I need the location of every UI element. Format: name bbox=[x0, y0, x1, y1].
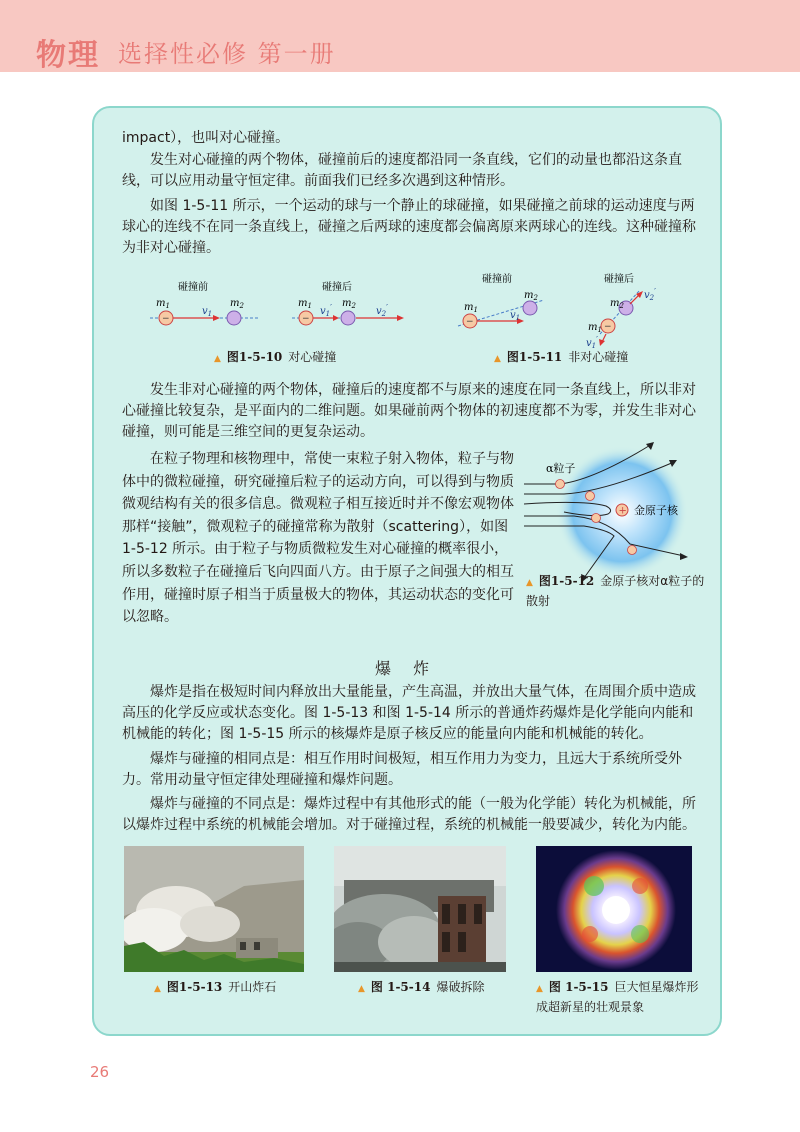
paragraph-4: 发生非对心碰撞的两个物体，碰撞后的速度都不与原来的速度在同一条直线上，所以非对心碰撞比较复杂，是平面内的二维问题。如果碰前两个物体的初速度都不为零，并发生非对心碰撞，则可能是三维空间的更复杂运动。 bbox=[122, 382, 696, 440]
caption-1-5-11: ▲ 图1-5-11 非对心碰撞 bbox=[494, 350, 629, 364]
photo-quarry-blast bbox=[124, 846, 304, 972]
caption-1-5-12: ▲ 图1-5-12 金原子核对α粒子的散射 bbox=[526, 574, 705, 608]
figure-1-5-12 bbox=[524, 440, 704, 590]
f10-m1-label: $m_1$ bbox=[156, 298, 170, 310]
svg-text:−: − bbox=[302, 314, 310, 324]
paragraph-3: 如图 1-5-11 所示，一个运动的球与一个静止的球碰撞，如果碰撞之前球的运动速度与两球心的连线不在同一条直线上，碰撞之后两球的速度都会偏离原来两球心的连线。这种碰撞称为非对心碰撞。 bbox=[122, 198, 696, 256]
svg-text:+: + bbox=[618, 505, 627, 517]
triangle-icon: ▲ bbox=[526, 578, 533, 588]
paragraph-7: 爆炸与碰撞的相同点是：相互作用时间极短，相互作用力为变力，且远大于系统所受外力。常用动量守恒定律处理碰撞和爆炸问题。 bbox=[122, 751, 682, 788]
f11-v2-prime-label: $v_2'$ bbox=[644, 287, 656, 302]
triangle-icon: ▲ bbox=[536, 984, 543, 994]
svg-text:−: − bbox=[604, 322, 612, 332]
photo-demolition bbox=[334, 846, 506, 972]
caption-1-5-15: ▲ 图 1-5-15 巨大恒星爆炸形成超新星的壮观景象 bbox=[536, 980, 699, 1014]
paragraph-1: impact），也叫对心碰撞。 bbox=[122, 130, 290, 146]
page-header bbox=[0, 0, 800, 72]
caption-1-5-14: ▲ 图 1-5-14 爆破拆除 bbox=[358, 980, 485, 994]
triangle-icon: ▲ bbox=[494, 354, 501, 364]
f10-m2-label: $m_2$ bbox=[230, 298, 244, 310]
f10-v1-label: $v_1$ bbox=[202, 306, 213, 318]
book-subtitle: 选择性必修 第一册 bbox=[118, 40, 336, 68]
caption-1-5-13: ▲ 图1-5-13 开山炸石 bbox=[154, 980, 277, 994]
paragraph-8: 爆炸与碰撞的不同点是：爆炸过程中有其他形式的能（一般为化学能）转化为机械能，所以爆炸过程中系统的机械能会增加。对于碰撞过程，系统的机械能一般要减少，转化为内能。 bbox=[122, 796, 696, 833]
f10-after-label: 碰撞后 bbox=[322, 282, 352, 293]
f11-after-label: 碰撞后 bbox=[604, 274, 634, 285]
f10-m2-after-label: $m_2$ bbox=[342, 298, 356, 310]
f11-m1-after-label: $m_1$ bbox=[588, 322, 602, 334]
f12-alpha-label: α粒子 bbox=[546, 462, 576, 475]
f11-m2-label: $m_2$ bbox=[524, 290, 538, 302]
triangle-icon: ▲ bbox=[358, 984, 365, 994]
figure-1-5-11 bbox=[450, 268, 680, 348]
page-number: 26 bbox=[90, 1063, 110, 1081]
paragraph-6: 爆炸是指在极短时间内释放出大量能量，产生高温，并放出大量气体，在周围介质中造成高压的化学反应或状态变化。图 1-5-13 和图 1-5-14 所示的普通炸药爆炸是化学能向内能和机械能的转化；图 1-5-15 所示的核爆炸是原子核反应的能量向内能和机械能的转化。 bbox=[122, 684, 696, 742]
section-title-explosion: 爆炸 bbox=[375, 659, 452, 678]
f11-v1-label: $v_1$ bbox=[510, 310, 521, 322]
f10-v2-prime-label: $v_2'$ bbox=[376, 303, 388, 318]
caption-1-5-10: ▲ 图1-5-10 对心碰撞 bbox=[214, 350, 337, 364]
svg-text:−: − bbox=[162, 314, 170, 324]
f11-v1-prime-label: $v_1'$ bbox=[586, 335, 598, 348]
figure-1-5-10 bbox=[140, 276, 430, 340]
paragraph-2: 发生对心碰撞的两个物体，碰撞前后的速度都沿同一条直线，它们的动量也都沿这条直线，可以应用动量守恒定律。前面我们已经多次遇到这种情形。 bbox=[122, 152, 682, 189]
photo-supernova bbox=[536, 846, 692, 972]
triangle-icon: ▲ bbox=[154, 984, 161, 994]
triangle-icon: ▲ bbox=[214, 354, 221, 364]
f12-nucleus-label: 金原子核 bbox=[634, 504, 678, 517]
f10-before-label: 碰撞前 bbox=[178, 282, 208, 293]
f10-v1-prime-label: $v_1'$ bbox=[320, 303, 332, 318]
svg-text:−: − bbox=[466, 317, 474, 327]
f10-m1-after-label: $m_1$ bbox=[298, 298, 312, 310]
paragraph-5: 在粒子物理和核物理中，常使一束粒子射入物体，粒子与物体中的微粒碰撞，研究碰撞后粒子的运动方向，可以得到与物质微观结构有关的很多信息。微观粒子相互接近时并不像宏观物体那样“接触”，微观粒子的碰撞常称为散射（scattering），如图 1-5-12 所示。由于粒子与物质微粒发生对心碰撞的概率很小，所以多数粒子在碰撞后飞向四面八方。由于原子之间强大的相互作用，碰撞时原子相当于质量极大的物体，其运动状态的变化可以忽略。 bbox=[122, 451, 514, 626]
f11-m2-after-label: $m_2$ bbox=[610, 298, 624, 310]
book-title: 物理 bbox=[36, 38, 100, 73]
f11-m1-label: $m_1$ bbox=[464, 302, 478, 314]
f11-before-label: 碰撞前 bbox=[482, 274, 512, 285]
